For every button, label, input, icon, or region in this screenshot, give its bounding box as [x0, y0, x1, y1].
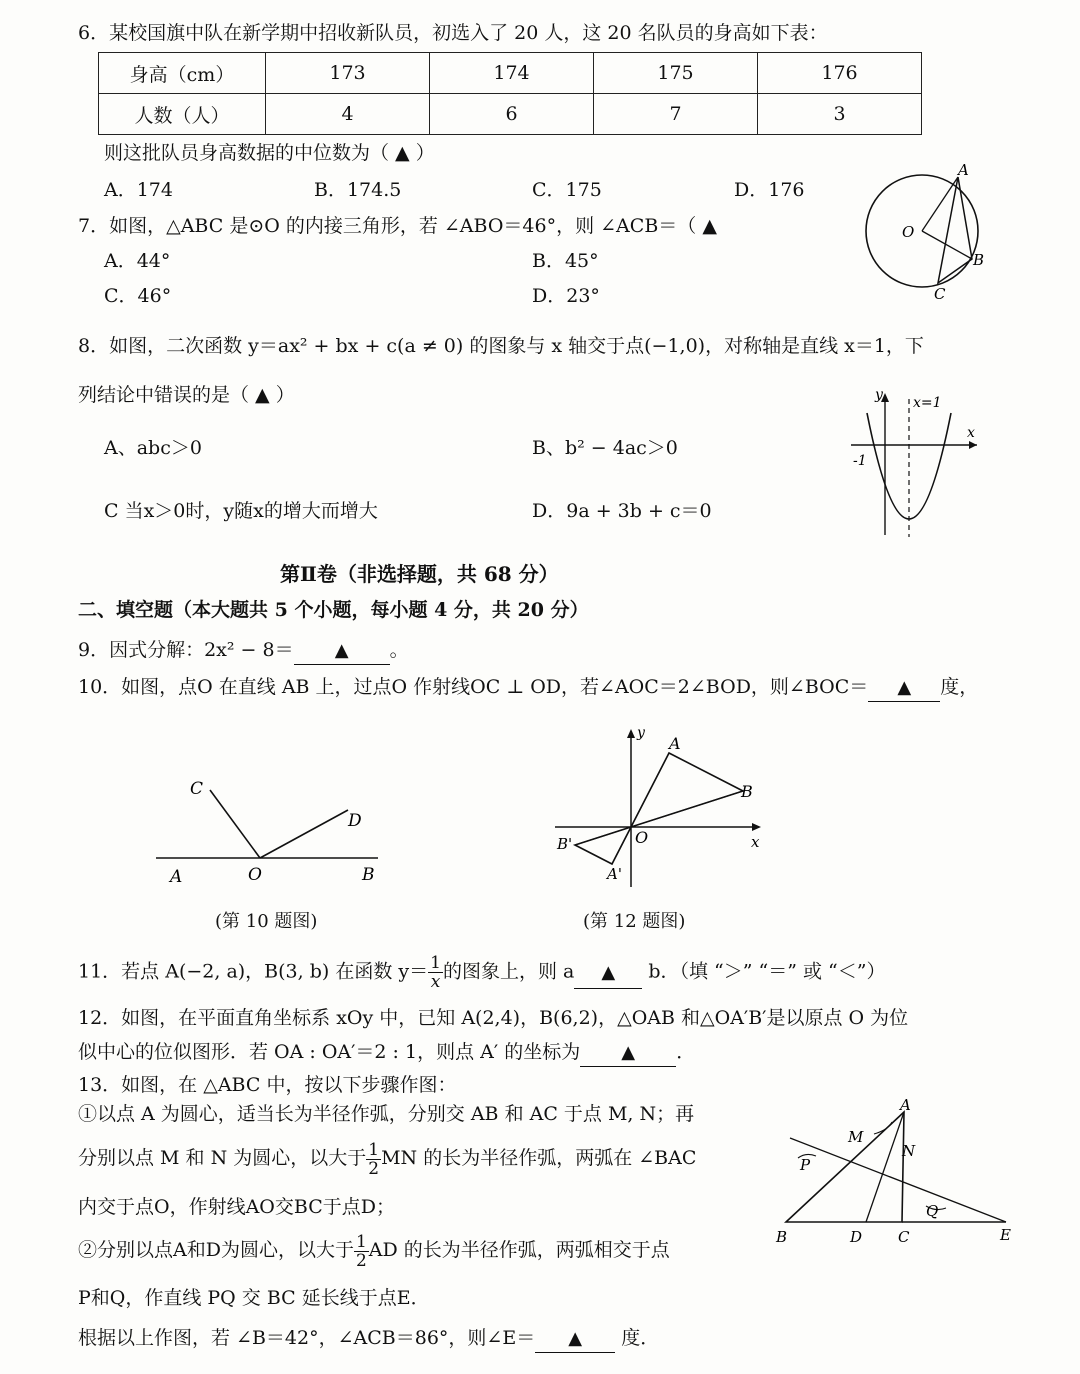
q13-line4: 内交于点O，作射线AO交BC于点D；	[78, 1196, 395, 1218]
label-m: M	[848, 1128, 864, 1146]
q9	[78, 637, 409, 665]
label-d: D	[348, 811, 362, 831]
q13-line5-pre: ②分别以点A和D为圆心，以大于	[78, 1239, 354, 1261]
q7-option-a: A．44°	[104, 250, 171, 272]
q6-option-a: A．174	[104, 179, 173, 201]
label-n: N	[902, 1142, 916, 1160]
q8-stem-line1: 8．如图，二次函数 y＝ax² + bx + c(a ≠ 0) 的图象与 x 轴交于点(−1,0)，对称轴是直线 x＝1，下	[78, 335, 924, 357]
label-c: C	[190, 779, 204, 799]
q9-answer-blank[interactable]: ▲	[294, 638, 390, 665]
y-axis-arrow-icon	[627, 729, 635, 738]
q11-post: 的图象上，则 a	[442, 960, 575, 983]
q10-figure	[150, 770, 390, 890]
table-row	[99, 53, 922, 94]
table-cell: 7	[594, 94, 758, 135]
segment-a-aprime	[612, 753, 669, 864]
q7-option-c: C．46°	[104, 285, 172, 307]
ray-ad	[866, 1112, 904, 1222]
label-x: x	[967, 425, 975, 441]
q7-option-d: D．23°	[532, 285, 600, 307]
label-b: B	[741, 782, 753, 801]
triangle-abc	[938, 177, 972, 283]
part-title: 二、填空题（本大题共 5 个小题，每小题 4 分，共 20 分）	[78, 599, 589, 621]
fraction-denominator: 2	[368, 1158, 380, 1179]
q11-pre: 11．若点 A(−2, a)，B(3, b) 在函数 y＝	[78, 960, 429, 983]
q12-caption: (第 12 题图)	[583, 911, 686, 932]
q13-line5-post: AD 的长为半径作弧，两弧相交于点	[368, 1239, 670, 1261]
label-d: D	[850, 1228, 863, 1246]
q8-option-d: D．9a + 3b + c＝0	[532, 500, 712, 522]
label-x-eq-1: x=1	[913, 395, 942, 411]
label-y: y	[875, 387, 883, 403]
q12-answer-blank[interactable]: ▲	[580, 1040, 676, 1067]
q13-line3-post: MN 的长为半径作弧，两弧在 ∠BAC	[381, 1147, 697, 1169]
table-header-count: 人数（人）	[99, 94, 266, 135]
label-b-prime: B'	[557, 835, 573, 853]
q10-answer-blank[interactable]: ▲	[868, 675, 940, 702]
segment-b-bprime	[575, 791, 743, 845]
q13-figure	[770, 1096, 1020, 1255]
q6-option-c: C．175	[532, 179, 602, 201]
label-a: A	[669, 734, 681, 753]
label-x: x	[751, 833, 760, 851]
q13-line7-pre: 根据以上作图，若 ∠B＝42°，∠ACB＝86°，则∠E＝	[78, 1327, 536, 1349]
q8-option-c: C 当x＞0时，y随x的增大而增大	[104, 500, 378, 522]
q10-caption: (第 10 题图)	[215, 911, 318, 932]
label-b: B	[362, 865, 375, 885]
q6-stem: 6．某校国旗中队在新学期中招收新队员，初选入了 20 人，这 20 名队员的身高如下表：	[78, 22, 828, 44]
table-cell: 176	[758, 53, 922, 94]
triangle-oab-prime	[575, 827, 631, 864]
q13-line5	[78, 1232, 670, 1270]
ray-od	[260, 810, 348, 858]
label-b: B	[973, 251, 985, 269]
q9-text: 9．因式分解：2x² − 8＝	[78, 639, 294, 661]
q12-line2: 似中心的位似图形．若 OA : OA′＝2 : 1，则点 A′ 的坐标为	[78, 1041, 581, 1063]
q13-line3	[78, 1140, 696, 1178]
section2-title: 第Ⅱ卷（非选择题，共 68 分）	[280, 562, 559, 586]
q12-figure	[555, 725, 775, 890]
q10-end: 度，	[940, 676, 979, 698]
q11-fraction	[428, 954, 443, 991]
q13-end: 度．	[621, 1327, 660, 1349]
q11	[78, 954, 885, 1000]
height-table	[98, 52, 922, 135]
q12-line1: 12．如图，在平面直角坐标系 xOy 中，已知 A(2,4)，B(6,2)，△OAB 和△OA′B′是以原点 O 为位	[78, 1007, 909, 1029]
table-cell: 6	[430, 94, 594, 135]
q13-fraction-2	[354, 1233, 369, 1270]
label-q: Q	[926, 1202, 939, 1220]
label-minus-1: -1	[853, 453, 867, 469]
q6-option-d: D．176	[734, 179, 805, 201]
label-a: A	[900, 1096, 911, 1114]
q13-line2: ①以点 A 为圆心，适当长为半径作弧，分别交 AB 和 AC 于点 M, N；再	[78, 1103, 695, 1125]
q10-text: 10．如图，点O 在直线 AB 上，过点O 作射线OC ⊥ OD，若∠AOC＝2∠BOD，则∠BOC＝	[78, 676, 869, 698]
q8-option-b: B、b² − 4ac＞0	[532, 437, 678, 459]
q9-end: 。	[389, 639, 409, 661]
q6-option-b: B．174.5	[314, 179, 402, 201]
table-cell: 3	[758, 94, 922, 135]
table-row	[99, 94, 922, 135]
q8-stem-line2: 列结论中错误的是（ ▲ ）	[78, 384, 295, 406]
table-cell: 174	[430, 53, 594, 94]
table-cell: 4	[266, 94, 430, 135]
q13-line7	[78, 1325, 659, 1353]
q6-question: 则这批队员身高数据的中位数为（ ▲ ）	[104, 142, 435, 164]
label-c: C	[934, 285, 946, 303]
q13-answer-blank[interactable]: ▲	[535, 1326, 615, 1353]
q13-line3-pre: 分别以点 M 和 N 为圆心，以大于	[78, 1147, 367, 1169]
q8-option-a: A、abc＞0	[104, 437, 202, 459]
q13-line1: 13．如图，在 △ABC 中，按以下步骤作图：	[78, 1074, 457, 1096]
q7-circle-figure	[860, 161, 990, 305]
fraction-denominator: x	[430, 972, 441, 992]
q12-line2-row	[78, 1039, 695, 1067]
q11-end: b．（填 “＞” “＝” 或 “＜”）	[648, 960, 886, 983]
label-a-prime: A'	[607, 865, 622, 883]
q10	[78, 674, 978, 702]
x-axis-arrow-icon	[969, 441, 977, 449]
label-o: O	[248, 865, 262, 885]
table-cell: 173	[266, 53, 430, 94]
q11-answer-blank[interactable]: ▲	[574, 958, 642, 989]
label-b: B	[776, 1228, 788, 1246]
q13-line6: P和Q，作直线 PQ 交 BC 延长线于点E．	[78, 1287, 430, 1309]
fraction-numerator: 1	[368, 1139, 380, 1160]
label-y: y	[637, 725, 645, 741]
q7-option-b: B．45°	[532, 250, 599, 272]
ray-oc	[210, 790, 260, 858]
q13-fraction-1	[366, 1141, 381, 1178]
fraction-numerator: 1	[430, 953, 441, 973]
label-a: A	[170, 867, 183, 887]
label-e: E	[1000, 1226, 1011, 1244]
q7-stem: 7．如图，△ABC 是⊙O 的内接三角形，若 ∠ABO＝46°，则 ∠ACB＝（ ▲	[78, 215, 717, 237]
label-c: C	[898, 1228, 910, 1246]
fraction-numerator: 1	[355, 1231, 367, 1252]
table-header-height: 身高（cm）	[99, 53, 266, 94]
label-o: O	[635, 828, 649, 847]
label-a: A	[958, 161, 969, 179]
table-cell: 175	[594, 53, 758, 94]
fraction-denominator: 2	[355, 1250, 367, 1271]
line-pq	[790, 1138, 1006, 1222]
label-o: O	[902, 223, 915, 241]
q8-parabola-figure	[845, 385, 985, 545]
q12-end: ．	[676, 1041, 696, 1063]
triangle-oab	[631, 753, 743, 827]
x-axis-arrow-icon	[752, 823, 761, 831]
label-p: P	[800, 1156, 811, 1174]
